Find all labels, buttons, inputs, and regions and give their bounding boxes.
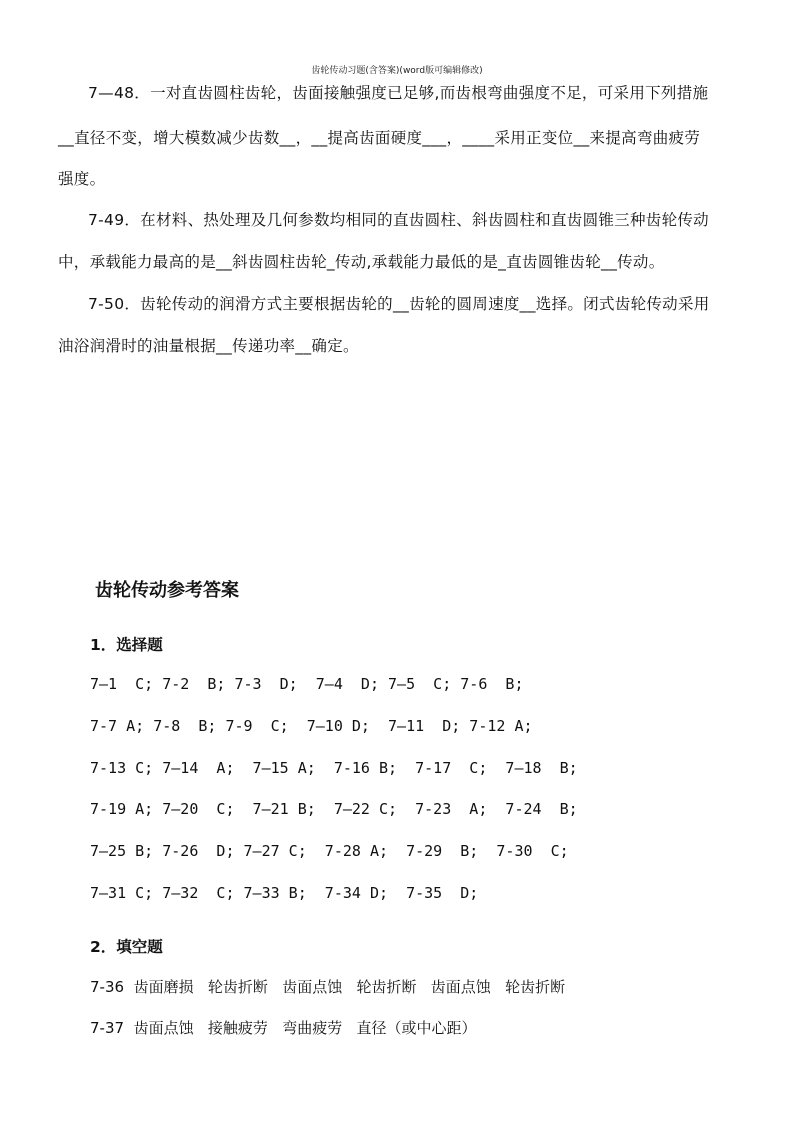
- section-multiple-choice-heading: 1．选择题: [90, 636, 163, 654]
- mc-answer-line: 7-19 A; 7—20 C; 7—21 B; 7—22 C; 7-23 A; 7-24 B;: [90, 800, 578, 818]
- question-7-49-line-1: 7-49．在材料、热处理及几何参数均相同的直齿圆柱、斜齿圆柱和直齿圆锥三种齿轮传动: [88, 211, 709, 229]
- mc-answer-line: 7-13 C; 7—14 A; 7—15 A; 7-16 B; 7-17 C; 7—18 B;: [90, 759, 578, 777]
- question-7-48-line-1: 7—48．一对直齿圆柱齿轮，齿面接触强度已足够,而齿根弯曲强度不足，可采用下列措施: [88, 84, 709, 102]
- mc-answer-line: 7—31 C; 7—32 C; 7—33 B; 7-34 D; 7-35 D;: [90, 884, 479, 902]
- page-header: 齿轮传动习题(含答案)(word版可编辑修改): [311, 66, 483, 76]
- section-fill-blank-heading: 2．填空题: [90, 938, 163, 956]
- fill-answer-line: 7-36 齿面磨损 轮齿折断 齿面点蚀 轮齿折断 齿面点蚀 轮齿折断: [90, 978, 566, 996]
- mc-answer-line: 7-7 A; 7-8 B; 7-9 C; 7—10 D; 7—11 D; 7-12 A;: [90, 717, 533, 735]
- question-7-50-line-2: 油浴润滑时的油量根据__传递功率__确定。: [58, 337, 359, 355]
- question-7-48-line-2: __直径不变，增大模数减少齿数__，__提高齿面硬度___，____采用正变位__来提高弯曲疲劳: [58, 129, 701, 147]
- question-7-48-line-3: 强度。: [58, 170, 106, 188]
- answers-title: 齿轮传动参考答案: [95, 580, 239, 601]
- mc-answer-line: 7—1 C; 7-2 B; 7-3 D; 7—4 D; 7—5 C; 7-6 B;: [90, 675, 524, 693]
- question-7-49-line-2: 中，承载能力最高的是__斜齿圆柱齿轮_传动,承载能力最低的是_直齿圆锥齿轮__传动。: [58, 253, 665, 271]
- question-7-50-line-1: 7-50．齿轮传动的润滑方式主要根据齿轮的__齿轮的圆周速度__选择。闭式齿轮传动采用: [88, 295, 710, 313]
- fill-answer-line: 7-37 齿面点蚀 接触疲劳 弯曲疲劳 直径（或中心距）: [90, 1019, 477, 1037]
- mc-answer-line: 7—25 B; 7-26 D; 7—27 C; 7-28 A; 7-29 B; 7-30 C;: [90, 842, 569, 860]
